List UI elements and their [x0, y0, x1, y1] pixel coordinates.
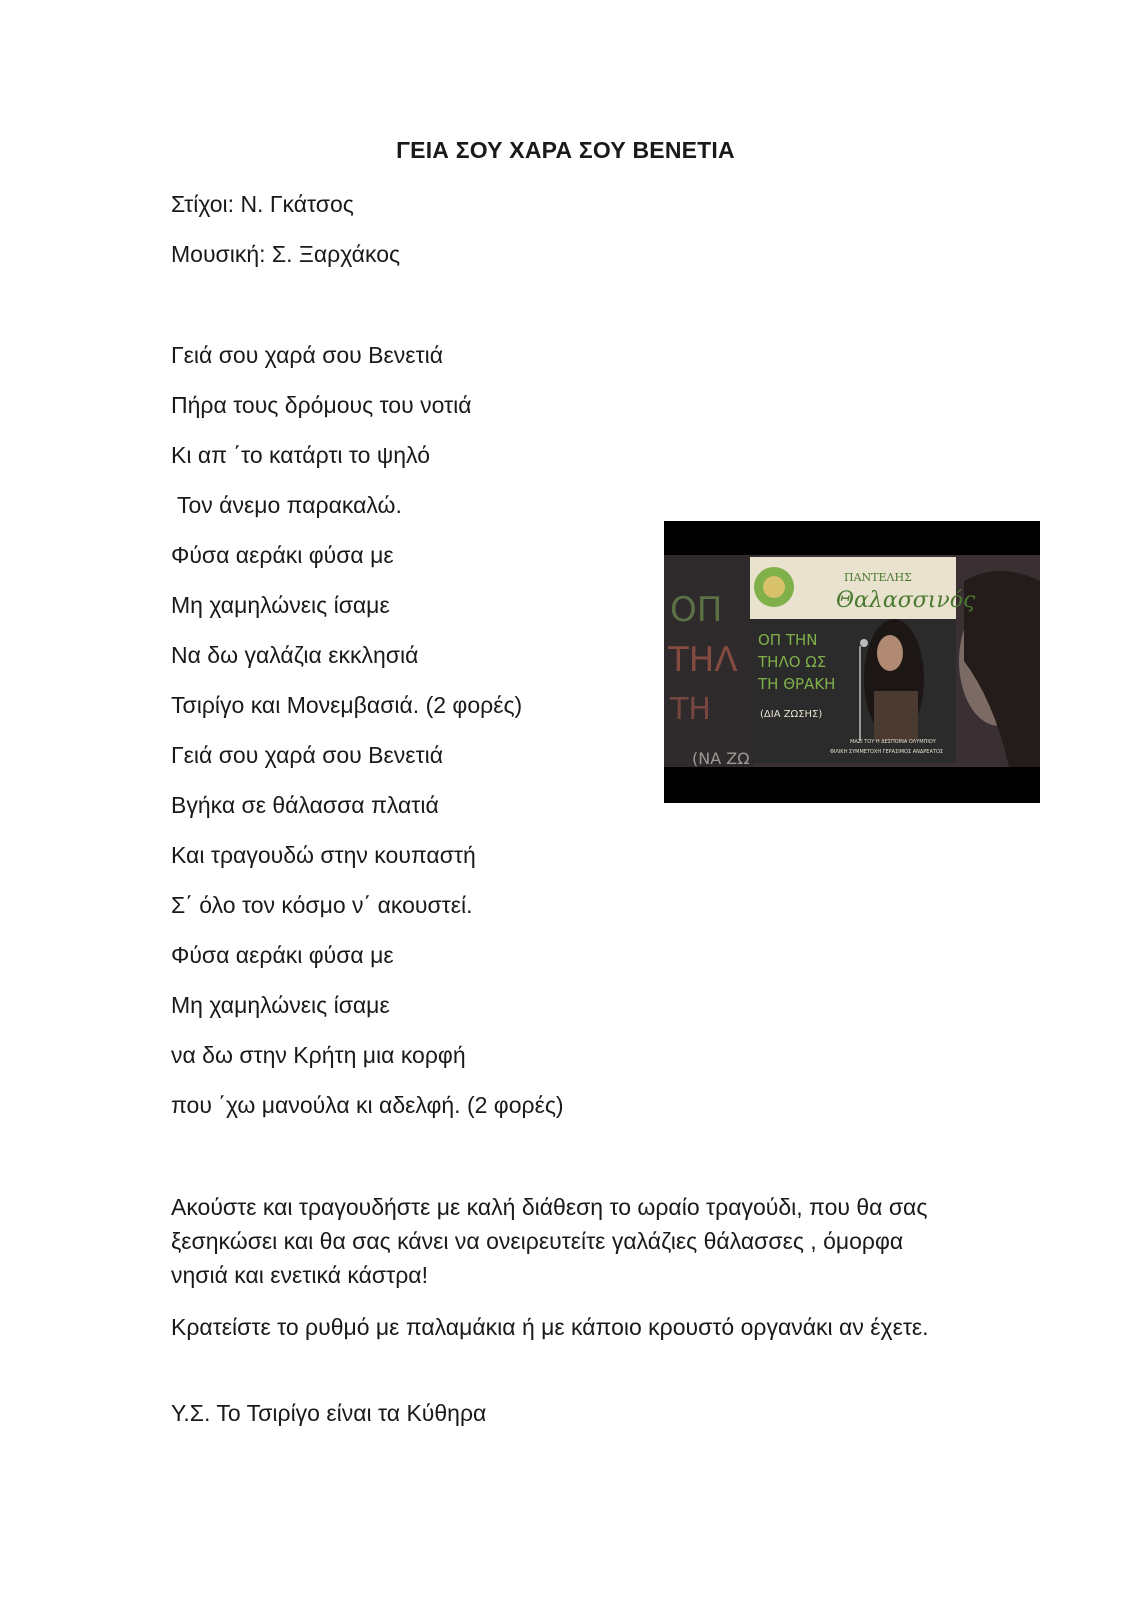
verse-line: Τσιρίγο και Μονεμβασιά. (2 φορές): [171, 692, 523, 718]
backdrop-text: ΤΗ: [670, 692, 711, 727]
verse-line: να δω στην Κρήτη μια κορφή: [171, 1042, 466, 1068]
album-subtitle: (ΔΙΑ ΖΩΣΗΣ): [760, 709, 823, 720]
album-title: ΤΗ ΘΡΑΚΗ: [758, 675, 836, 693]
body-paragraph: Κρατείστε το ρυθμό με παλαμάκια ή με κάποιο κρουστό οργανάκι αν έχετε.: [171, 1314, 929, 1340]
verse-line: Μη χαμηλώνεις ίσαμε: [171, 992, 390, 1018]
artist-name: ΠΑΝΤΕΛΗΣ: [844, 571, 912, 584]
album-title: ΤΗΛΟ ΩΣ: [758, 653, 827, 671]
body-paragraph: Υ.Σ. Το Τσιρίγο είναι τα Κύθηρα: [171, 1400, 487, 1426]
verse-line: Και τραγουδώ στην κουπαστή: [171, 842, 476, 868]
verse-line: Φύσα αεράκι φύσα με: [171, 942, 394, 968]
album-cover-image: [664, 521, 1040, 803]
page-title: ΓΕΙΑ ΣΟΥ ΧΑΡΑ ΣΟΥ ΒΕΝΕΤΙΑ: [396, 137, 735, 163]
verse-line: Γειά σου χαρά σου Βενετιά: [171, 742, 443, 768]
lyrics-credit: Στίχοι: Ν. Γκάτσος: [171, 191, 354, 217]
album-title: ΟΠ ΤΗΝ: [758, 631, 818, 649]
album-credits: ΦΙΛΙΚΗ ΣΥΜΜΕΤΟΧΗ ΓΕΡΑΣΙΜΟΣ ΑΝΔΡΕΑΤΟΣ: [830, 749, 944, 755]
body-paragraph: Ακούστε και τραγουδήστε με καλή διάθεση το ωραίο τραγούδι, που θα σας ξεσηκώσει και θα σας κάνει να ονειρευτείτε γαλάζιες θάλασσες , όμορφα νησιά και ενετικά κάστρα!: [171, 1194, 928, 1288]
microphone-icon: [860, 639, 868, 647]
verse-line: Να δω γαλάζια εκκλησιά: [171, 642, 419, 668]
verse-line: που ΄χω μανούλα κι αδελφή. (2 φορές): [171, 1092, 564, 1118]
verse-line: Φύσα αεράκι φύσα με: [171, 542, 394, 568]
backdrop-text: (ΝΑ ΖΩ: [692, 749, 750, 768]
verse-line: Βγήκα σε θάλασσα πλατιά: [171, 792, 439, 818]
verse-line: Μη χαμηλώνεις ίσαμε: [171, 592, 390, 618]
music-credit: Μουσική: Σ. Ξαρχάκος: [171, 241, 401, 267]
verse-line: Σ΄ όλο τον κόσμο ν΄ ακουστεί.: [171, 892, 473, 918]
artist-surname: Θαλασσινός: [836, 588, 976, 613]
album-credits: ΜΑΖΙ ΤΟΥ Η ΔΕΣΠΟΙΝΑ ΟΛΥΜΠΙΟΥ: [850, 739, 936, 745]
verse-line: Τον άνεμο παρακαλώ.: [171, 492, 402, 518]
backdrop-text: ΟΠ: [670, 590, 723, 630]
verse-line: Γειά σου χαρά σου Βενετιά: [171, 342, 443, 368]
video-thumbnail[interactable]: [664, 521, 1040, 803]
verse-line: Πήρα τους δρόμους του νοτιά: [171, 392, 472, 418]
verse-line: Κι απ ΄το κατάρτι το ψηλό: [171, 442, 430, 468]
backdrop-text: ΤΗΛ: [668, 640, 738, 680]
